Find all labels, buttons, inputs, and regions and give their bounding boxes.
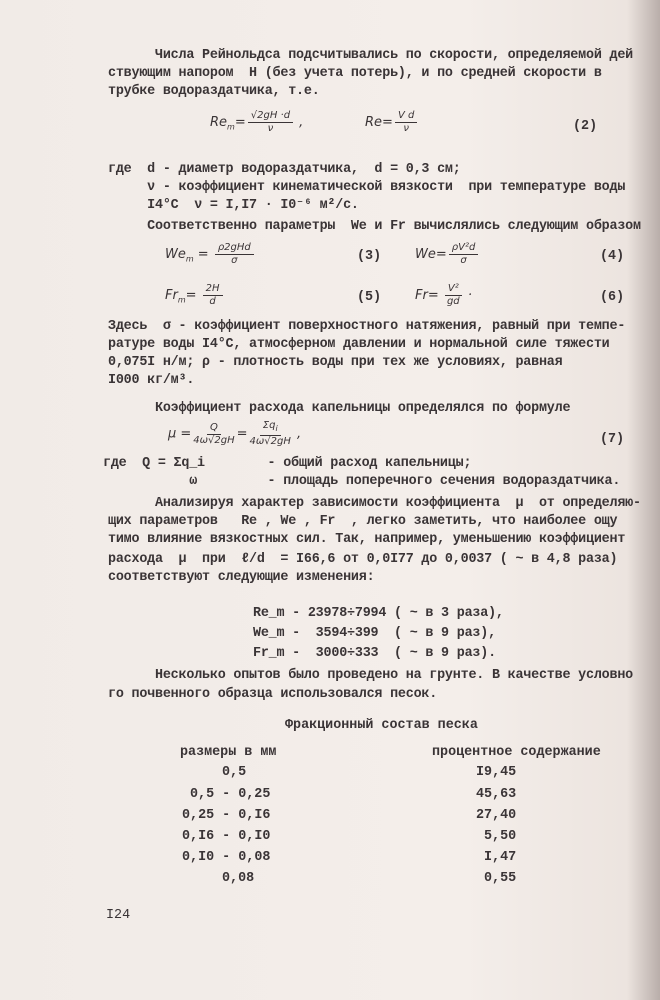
table-header-size: размеры в мм (180, 745, 277, 760)
text-line: I4°C ν = I,I7 · I0⁻⁶ м²/с. (108, 198, 359, 213)
text-line: Числа Рейнольдса подсчитывались по скорости, определяемой дей (108, 48, 633, 63)
page-number: I24 (106, 908, 131, 923)
table-cell: 0,5 (222, 765, 247, 780)
equation-reynolds-m: $Re_m=$ $\frac{√2gH \cdot d}{\nu}$ , (210, 110, 304, 134)
equation-number: (6) (600, 290, 625, 305)
equation-weber: We= $\frac{\text{ρV²d}}{\sigma}$ (415, 242, 480, 267)
text-line: тимо влияние вязкостных сил. Так, например, уменьшению коэффициент (108, 532, 626, 547)
text-line: Здесь σ - коэффициент поверхностного натяжения, равный при темпе- (108, 319, 626, 334)
text-line: ν - коэффициент кинематической вязкости при температуре воды (108, 180, 626, 195)
equation-reynolds: Re= $\frac{\text{V d}}{\nu}$ (365, 110, 419, 135)
change-line: Re_m - 23978÷7994 ( ~ в 3 раза), (253, 606, 504, 621)
table-cell: 0,55 (484, 871, 517, 886)
text-line: 0,075I н/м; ρ - плотность воды при тех же условиях, равная (108, 355, 563, 370)
table-cell: 0,I6 - 0,I0 (182, 829, 271, 844)
table-cell: 0,5 - 0,25 (190, 787, 271, 802)
text-line: Коэффициент расхода капельницы определялся по формуле (108, 401, 571, 416)
table-cell: 27,40 (476, 808, 517, 823)
equation-weber-m: $We_m$ = $\frac{\text{ρ2gHd}}{\sigma}$ (165, 242, 256, 267)
equation-number: (2) (573, 119, 598, 134)
equation-number: (4) (600, 249, 625, 264)
text-line: Соответственно параметры We и Fr вычислялись следующим образом (108, 219, 641, 234)
table-cell: 0,I0 - 0,08 (182, 850, 271, 865)
text-line: ствующим напором H (без учета потерь), и по средней скорости в (108, 66, 602, 81)
change-line: We_m - 3594÷399 ( ~ в 9 раз), (253, 626, 496, 641)
equation-number: (7) (600, 432, 625, 447)
equation-froude-m: $Fr_m=$ $\frac{2H}{d}$ (165, 283, 225, 308)
equation-number: (3) (357, 249, 382, 264)
equation-froude: Fr= $\frac{\text{V²}}{gd}$ · (415, 283, 472, 307)
table-cell: 0,08 (222, 871, 255, 886)
table-cell: I9,45 (476, 765, 517, 780)
table-title: Фракционный состав песка (285, 718, 478, 733)
text-line: трубке водораздатчика, т.е. (108, 84, 320, 99)
text-line: ратуре воды I4°C, атмосферном давлении и нормальной силе тяжести (108, 337, 610, 352)
table-cell: 0,25 - 0,I6 (182, 808, 271, 823)
table-header-percent: процентное содержание (432, 745, 601, 760)
equation-number: (5) (357, 290, 382, 305)
text-line: Анализируя характер зависимости коэффициента μ от определяю- (108, 496, 641, 511)
text-line: Несколько опытов было проведено на грунте. В качестве условно (108, 668, 633, 683)
text-line: го почвенного образца использовался песок. (108, 687, 438, 702)
text-line: щих параметров Re , We , Fr , легко заметить, что наиболее ощу (108, 514, 618, 529)
table-cell: 5,50 (484, 829, 517, 844)
change-line: Fr_m - 3000÷333 ( ~ в 9 раз). (253, 646, 496, 661)
table-cell: I,47 (484, 850, 517, 865)
text-line: I000 кг/м³. (108, 373, 195, 388)
text-line: соответствуют следующие изменения: (108, 570, 375, 585)
text-line: где d - диаметр водораздатчика, d = 0,3 см; (108, 162, 461, 177)
text-line: где Q = Σq_i - общий расход капельницы; (103, 456, 472, 471)
text-line: расхода μ при ℓ/d = I66,6 от 0,0I77 до 0,0037 ( ~ в 4,8 раза) (108, 552, 618, 567)
table-cell: 45,63 (476, 787, 517, 802)
equation-discharge-coefficient: μ = $\frac{Q}{4\omega√2gH}$ = $\frac{\Sigma q_i}{4\omega√2gH}$ , (168, 420, 302, 447)
text-line: ω - площадь поперечного сечения водораздатчика. (103, 474, 621, 489)
